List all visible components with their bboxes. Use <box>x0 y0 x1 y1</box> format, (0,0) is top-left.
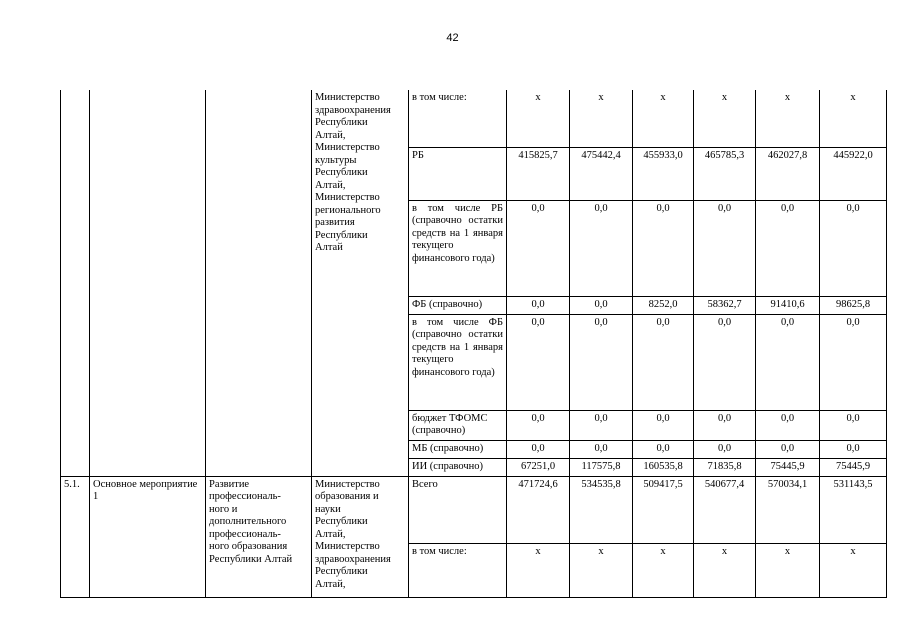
value-cell: 91410,6 <box>756 296 820 314</box>
source-cell: ФБ (справочно) <box>409 296 507 314</box>
source-cell: в том числе: <box>409 543 507 597</box>
value-cell: 117575,8 <box>570 458 633 476</box>
value-cell: 455933,0 <box>633 147 694 200</box>
goal-line: ного образования <box>209 541 288 552</box>
value-cell: 509417,5 <box>633 476 694 543</box>
value-cell: х <box>507 543 570 597</box>
value-cell: 0,0 <box>570 296 633 314</box>
value-cell: 0,0 <box>756 440 820 458</box>
value-cell: 0,0 <box>694 440 756 458</box>
value-cell: 0,0 <box>633 200 694 296</box>
executor-line: Министерство <box>315 541 380 552</box>
executor-line: науки <box>315 503 341 515</box>
value-cell: 98625,8 <box>820 296 887 314</box>
value-cell: 0,0 <box>507 410 570 440</box>
value-cell: х <box>633 543 694 597</box>
page-number: 42 <box>446 32 459 44</box>
executor-line: развития <box>315 217 355 228</box>
executor-line: Алтай, <box>315 578 346 590</box>
value-cell: 462027,8 <box>756 147 820 200</box>
value-cell: 0,0 <box>633 410 694 440</box>
value-cell: 71835,8 <box>694 458 756 476</box>
executor-line: Алтай, <box>315 129 346 141</box>
value-cell: 0,0 <box>694 200 756 296</box>
value-cell: 0,0 <box>756 200 820 296</box>
source-cell: Всего <box>409 476 507 543</box>
value-cell: 75445,9 <box>820 458 887 476</box>
value-cell: 0,0 <box>507 296 570 314</box>
source-cell: в том числе РБ (справочно остатки средств на 1 января текущего финансового года) <box>409 200 507 296</box>
value-cell: 540677,4 <box>694 476 756 543</box>
value-cell: 445922,0 <box>820 147 887 200</box>
executor-line: Республики <box>315 566 368 577</box>
number-cell <box>61 90 90 476</box>
executor-line: Алтай <box>315 242 343 253</box>
value-cell: 471724,6 <box>507 476 570 543</box>
value-cell: 75445,9 <box>756 458 820 476</box>
value-cell: 0,0 <box>570 410 633 440</box>
goal-line: ного и <box>209 503 238 515</box>
value-cell: х <box>507 90 570 147</box>
executor-line: Министерство <box>315 142 380 153</box>
value-cell: х <box>820 90 887 147</box>
value-cell: 0,0 <box>820 440 887 458</box>
value-cell: 0,0 <box>756 314 820 410</box>
executor-line: Министерство <box>315 478 380 490</box>
executor-line: культуры <box>315 154 357 166</box>
budget-table <box>60 90 887 598</box>
value-cell: 415825,7 <box>507 147 570 200</box>
value-cell: 0,0 <box>570 440 633 458</box>
executors-cell <box>312 476 409 597</box>
source-cell: ИИ (справочно) <box>409 458 507 476</box>
value-cell: х <box>694 90 756 147</box>
value-cell: 0,0 <box>507 200 570 296</box>
value-cell: 0,0 <box>820 410 887 440</box>
goal-line: профессиональ- <box>209 528 281 540</box>
goal-line: Развитие <box>209 478 250 490</box>
executor-line: Алтай, <box>315 528 346 540</box>
executor-line: здравоохранения <box>315 104 391 116</box>
executor-line: Республики <box>315 167 368 178</box>
table-row <box>61 476 887 543</box>
source-cell: РБ <box>409 147 507 200</box>
executor-line: образования и <box>315 491 379 502</box>
value-cell: 531143,5 <box>820 476 887 543</box>
value-cell: 0,0 <box>570 314 633 410</box>
name-cell: Основное мероприятие 1 <box>90 476 206 597</box>
value-cell: 570034,1 <box>756 476 820 543</box>
value-cell: х <box>570 543 633 597</box>
value-cell: 67251,0 <box>507 458 570 476</box>
goal-line: дополнительного <box>209 516 287 527</box>
value-cell: х <box>694 543 756 597</box>
source-cell: в том числе: <box>409 90 507 147</box>
value-cell: 0,0 <box>694 314 756 410</box>
value-cell: 534535,8 <box>570 476 633 543</box>
value-cell: 160535,8 <box>633 458 694 476</box>
name-cell <box>90 90 206 476</box>
executor-line: Республики <box>315 117 368 128</box>
source-cell: бюджет ТФОМС (справочно) <box>409 410 507 440</box>
value-cell: х <box>570 90 633 147</box>
executor-line: регионального <box>315 204 381 216</box>
value-cell: х <box>820 543 887 597</box>
source-cell: в том числе ФБ (справочно остатки средств на 1 января текущего финансового года) <box>409 314 507 410</box>
executor-line: Республики <box>315 229 368 241</box>
value-cell: 0,0 <box>756 410 820 440</box>
goal-line: Республики Алтай <box>209 553 293 565</box>
value-cell: 0,0 <box>694 410 756 440</box>
value-cell: 0,0 <box>570 200 633 296</box>
value-cell: 0,0 <box>820 200 887 296</box>
goal-cell <box>206 476 312 597</box>
value-cell: 0,0 <box>633 440 694 458</box>
value-cell: 0,0 <box>633 314 694 410</box>
executor-line: Министерство <box>315 192 380 203</box>
source-cell: МБ (справочно) <box>409 440 507 458</box>
value-cell: х <box>756 543 820 597</box>
value-cell: 475442,4 <box>570 147 633 200</box>
executor-line: Алтай, <box>315 179 346 191</box>
value-cell: 8252,0 <box>633 296 694 314</box>
number-cell: 5.1. <box>61 476 90 597</box>
goal-line: профессиональ- <box>209 491 281 502</box>
value-cell: 0,0 <box>507 314 570 410</box>
goal-cell <box>206 90 312 476</box>
executor-line: здравоохранения <box>315 553 391 565</box>
value-cell: х <box>756 90 820 147</box>
value-cell: х <box>633 90 694 147</box>
value-cell: 0,0 <box>820 314 887 410</box>
executor-line: Республики <box>315 516 368 527</box>
executor-line: Министерство <box>315 92 380 103</box>
value-cell: 0,0 <box>507 440 570 458</box>
table-row <box>61 90 887 147</box>
value-cell: 58362,7 <box>694 296 756 314</box>
executors-cell <box>312 90 409 476</box>
value-cell: 465785,3 <box>694 147 756 200</box>
